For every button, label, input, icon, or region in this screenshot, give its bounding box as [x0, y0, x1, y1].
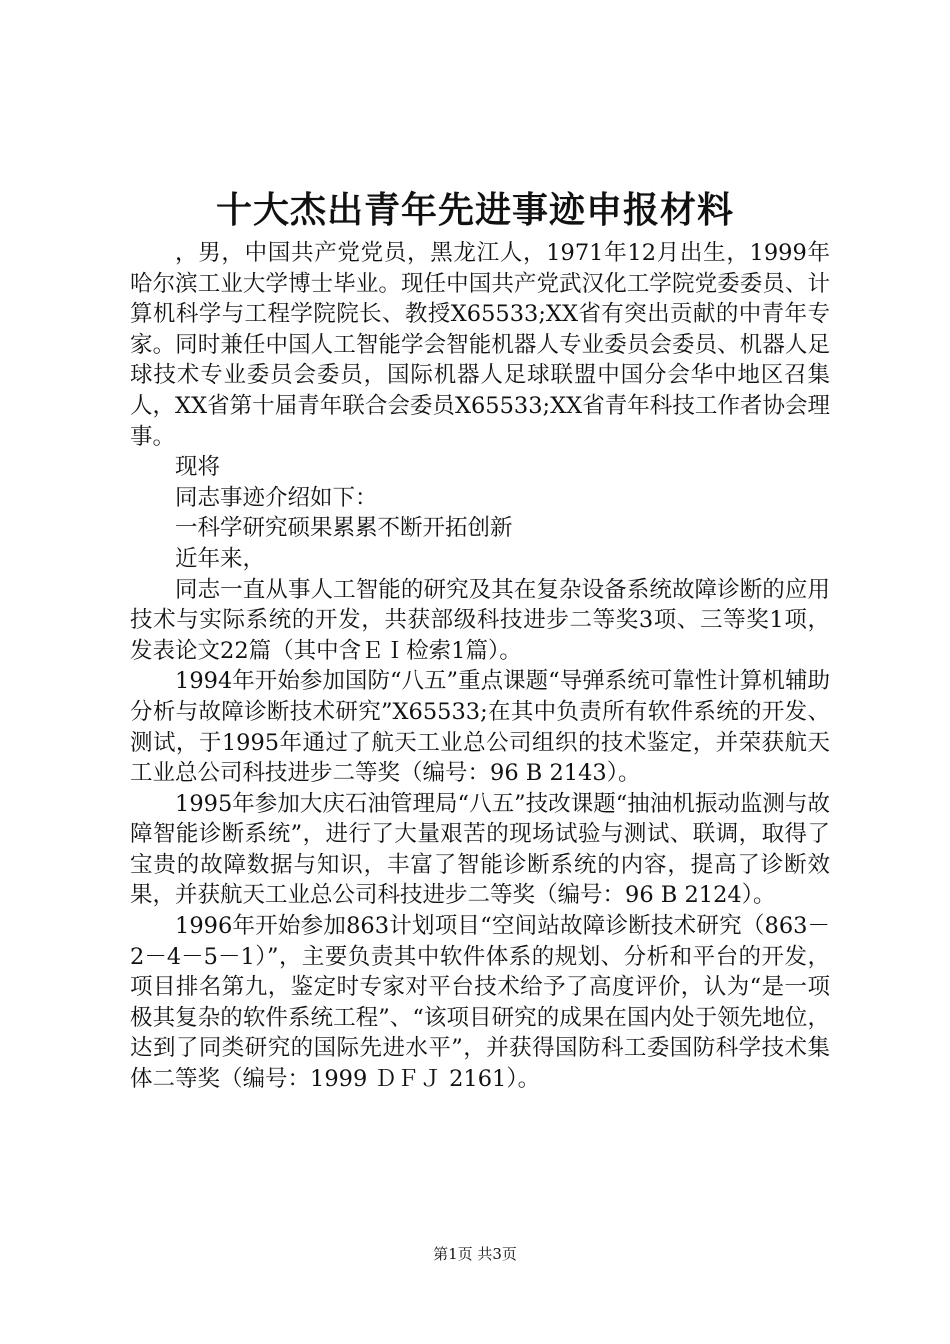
paragraph: 同志事迹介绍如下： [175, 484, 378, 511]
paragraph: 1995年参加大庆石油管理局“八五”技改课题“抽油机振动监测与故障智能诊断系统”，进行了大量艰苦的现场试验与测试、联调，取得了宝贵的故障数据与知识，丰富了智能诊断系统的内容，提高了诊断效果，并获航天工业总公司科技进步二等奖（编号：96 B 2124）。 [130, 790, 830, 909]
paragraph: 现将 [175, 454, 221, 481]
document-body [130, 238, 830, 1095]
paragraph: 近年来， [175, 545, 266, 572]
paragraph: 1994年开始参加国防“八五”重点课题“导弹系统可靠性计算机辅助分析与故障诊断技术研究”X65533;在其中负责所有软件系统的开发、测试，于1995年通过了航天工业总公司组织的技术鉴定，并荣获航天工业总公司科技进步二等奖（编号：96 B 2143）。 [130, 668, 830, 787]
paragraph: 同志一直从事人工智能的研究及其在复杂设备系统故障诊断的应用技术与实际系统的开发，共获部级科技进步二等奖3项、三等奖1项，发表论文22篇（其中含ＥＩ检索1篇）。 [130, 576, 830, 664]
document-title: 十大杰出青年先进事迹申报材料 [215, 189, 734, 231]
paragraph: 一科学研究硕果累累不断开拓创新 [175, 515, 513, 542]
page-number-footer: 第1页 共3页 [433, 1245, 517, 1263]
paragraph: ，男，中国共产党党员，黑龙江人，1971年12月出生，1999年哈尔滨工业大学博士毕业。现任中国共产党武汉化工学院党委委员、计算机科学与工程学院院长、教授X65533;XX省有突出贡献的中青年专家。同时兼任中国人工智能学会智能机器人专业委员会委员、机器人足球技术专业委员会委员，国际机器人足球联盟中国分会华中地区召集人，XX省第十届青年联合会委员X65533;XX省青年科技工作者协会理事。 [130, 240, 830, 450]
paragraph: 1996年开始参加863计划项目“空间站故障诊断技术研究（863－2－4－5－1）”，主要负责其中软件体系的规划、分析和平台的开发，项目排名第九，鉴定时专家对平台技术给予了高度评价，认为“是一项极其复杂的软件系统工程”、“该项目研究的成果在国内处于领先地位，达到了同类研究的国际先进水平”，并获得国防科工委国防科学技术集体二等奖（编号：1999 ＤＦＪ 2161）。 [130, 913, 830, 1093]
